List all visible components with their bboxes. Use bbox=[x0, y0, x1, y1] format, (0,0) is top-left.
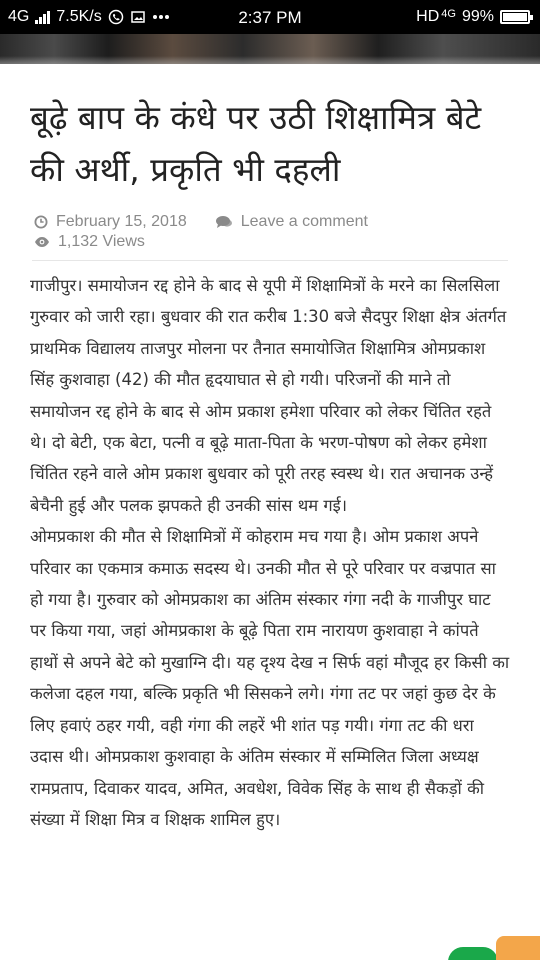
network-speed: 7.5K/s bbox=[56, 8, 102, 25]
article-meta bbox=[34, 212, 514, 252]
meta-divider bbox=[32, 260, 508, 261]
battery-percent: 99% bbox=[461, 8, 494, 25]
featured-image bbox=[0, 34, 540, 64]
status-bar bbox=[0, 0, 540, 34]
meta-row-date bbox=[34, 212, 514, 232]
whatsapp-icon bbox=[108, 9, 124, 25]
meta-row-views bbox=[34, 232, 514, 252]
clock-icon bbox=[34, 215, 48, 229]
comment-icon bbox=[215, 215, 233, 229]
post-date-text[interactable]: February 15, 2018 bbox=[56, 213, 187, 230]
eye-icon bbox=[34, 236, 50, 248]
status-time: 2:37 PM bbox=[238, 8, 302, 27]
article-paragraph-2: ओमप्रकाश की मौत से शिक्षामित्रों में कोहराम मच गया है। ओम प्रकाश अपने परिवार का एकमात्र कमाऊ सदस्य थे। उनकी मौत से पूरे परिवार पर वज्रपात सा हो गया है। गुरुवार को ओमप्रकाश का अंतिम संस्कार गंगा नदी के गाजीपुर घाट पर किया गया, जहां ओमप्रकाश के बूढ़े पिता राम नारायण कुशवाहा ने कांपते हाथों से अपने बेटे को मुखाग्नि दी। यह दृश्य देख न सिर्फ वहां मौजूद हर किसी का कलेजा दहल गया, बल्कि प्रकृति भी सिसकने लगे। गंगा तट पर जहां कुछ देर के लिए हवाएं ठहर गयी, वही गंगा की लहरें भी शांत पड़ गयी। गंगा तट की धरा उदास थी। ओमप्रकाश कुशवाहा के अंतिम संस्कार में सम्मिलित जिला अध्यक्ष रामप्रताप, दिवाकर यादव, अमित, अवधेश, विवेक सिंह के साथ ही सैकड़ों की संख्या में शिक्षा मित्र व शिक्षक शामिल हुए। bbox=[30, 527, 510, 829]
comment-link[interactable] bbox=[215, 213, 368, 231]
network-type: 4G bbox=[8, 8, 30, 25]
view-count-text: 1,132 Views bbox=[58, 233, 145, 250]
comment-link-text[interactable]: Leave a comment bbox=[240, 213, 368, 230]
more-notifications-icon bbox=[152, 14, 170, 20]
article-body bbox=[30, 270, 510, 835]
whatsapp-share-button[interactable] bbox=[448, 947, 498, 960]
signal-icon bbox=[35, 10, 50, 24]
hd-indicator: HD bbox=[416, 8, 440, 25]
post-date bbox=[34, 213, 187, 231]
network-type-right: 4G bbox=[441, 8, 456, 20]
article-title: बूढ़े बाप के कंधे पर उठी शिक्षामित्र बेटे की अर्थी, प्रकृति भी दहली bbox=[30, 98, 482, 189]
status-left bbox=[8, 8, 170, 26]
article-paragraph-1: गाजीपुर। समायोजन रद्द होने के बाद से यूपी में शिक्षामित्रों के मरने का सिलसिला गुरुवार को जारी रहा। बुधवार की रात करीब 1:30 बजे सैदपुर शिक्षा क्षेत्र अंतर्गत प्राथमिक विद्यालय ताजपुर मोलना पर तैनात समायोजित शिक्षामित्र ओमप्रकाश सिंह कुशवाहा (42) की मौत हृदयाघात से हो गयी। परिजनों की माने तो समायोजन रद्द होने के बाद से ओम प्रकाश हमेशा परिवार को लेकर चिंतित रहते थे। दो बेटी, एक बेटा, पत्नी व बूढ़े माता-पिता के भरण-पोषण को लेकर हमेशा चिंतित रहने वाले ओम प्रकाश बुधवार को पूरी तरह स्वस्थ थे। रात अचानक उन्हें बेचैनी हुई और पलक झपकते ही उनकी सांस थम गई। bbox=[30, 276, 507, 515]
floating-action-button[interactable] bbox=[496, 936, 540, 960]
battery-fill bbox=[503, 13, 527, 21]
gallery-icon bbox=[130, 9, 146, 25]
battery-icon bbox=[500, 10, 530, 24]
view-count bbox=[34, 233, 145, 251]
status-right bbox=[416, 8, 530, 26]
